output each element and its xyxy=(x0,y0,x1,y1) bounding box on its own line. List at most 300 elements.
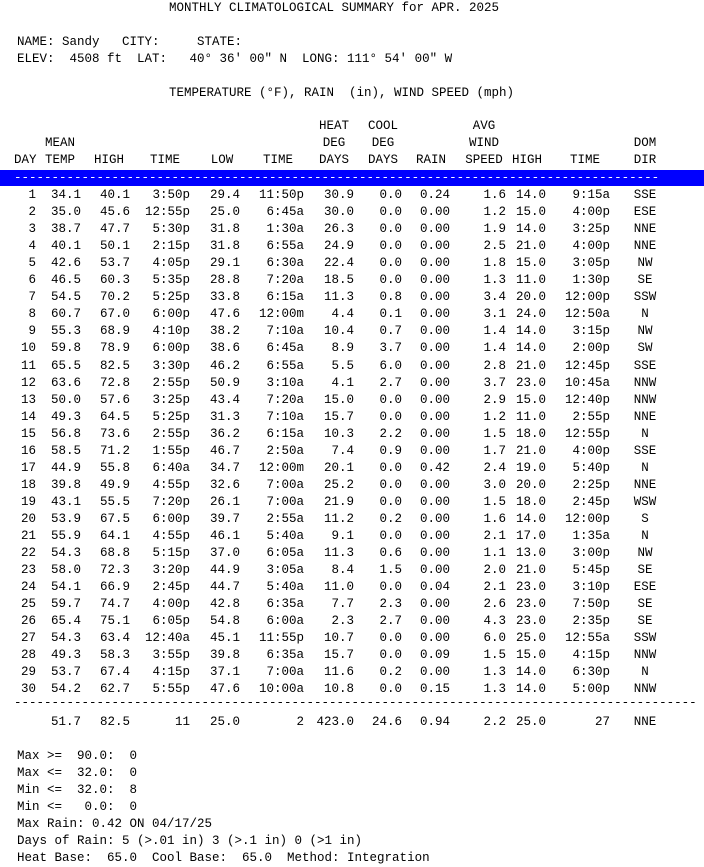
cell-time2: 6:45a xyxy=(266,341,304,355)
cell-dir: NNW xyxy=(633,393,657,407)
cell-cdd: 0.2 xyxy=(379,665,402,679)
cell-dir: NW xyxy=(637,324,653,338)
cell-wspd: 1.5 xyxy=(483,648,506,662)
cell-cdd: 0.0 xyxy=(379,222,402,236)
cell-whigh: 24.0 xyxy=(515,307,546,321)
cell-day: 2 xyxy=(28,205,36,219)
cell-time: 6:40a xyxy=(152,461,190,475)
cell-wspd: 1.1 xyxy=(483,546,506,560)
cell-day: 6 xyxy=(28,273,36,287)
cell-high: 49.9 xyxy=(99,478,130,492)
cell-time2: 6:30a xyxy=(266,256,304,270)
cell-hdd: 9.1 xyxy=(331,529,354,543)
cell-high: 74.7 xyxy=(99,597,130,611)
cell-day: 9 xyxy=(28,324,36,338)
cell-hdd: 4.4 xyxy=(331,307,354,321)
cell-time: 4:00p xyxy=(152,597,190,611)
cell-cdd: 0.0 xyxy=(379,239,402,253)
cell-dir: SE xyxy=(637,614,653,628)
cell-whigh: 14.0 xyxy=(515,222,546,236)
cell-whigh: 14.0 xyxy=(515,188,546,202)
cell-dir: SSE xyxy=(633,188,657,202)
cell-low: 28.8 xyxy=(209,273,240,287)
cell-cdd: 0.9 xyxy=(379,444,402,458)
cell-hdd: 11.2 xyxy=(323,512,354,526)
cell-hdd: 7.7 xyxy=(331,597,354,611)
cell-wtime: 9:15a xyxy=(572,188,610,202)
cell-time: 6:00p xyxy=(152,341,190,355)
cell-hdd: 7.4 xyxy=(331,444,354,458)
cell-day: 18 xyxy=(20,478,36,492)
cell-rain: 0.04 xyxy=(419,580,450,594)
cell-rain: 0.00 xyxy=(419,410,450,424)
cell-hdd: 26.3 xyxy=(323,222,354,236)
cell-day: 7 xyxy=(28,290,36,304)
cell-time: 3:25p xyxy=(152,393,190,407)
cell-dir: ESE xyxy=(633,580,657,594)
cell-high: 45.6 xyxy=(99,205,130,219)
total-wtime: 27 xyxy=(594,715,610,729)
cell-day: 15 xyxy=(20,427,36,441)
cell-wtime: 10:45a xyxy=(564,376,610,390)
cell-day: 25 xyxy=(20,597,36,611)
units-subtitle: TEMPERATURE (°F), RAIN (in), WIND SPEED (mph) xyxy=(169,86,515,100)
footer-line: Max <= 32.0: 0 xyxy=(17,766,138,780)
cell-whigh: 23.0 xyxy=(515,376,546,390)
cell-time2: 12:00m xyxy=(258,461,304,475)
header-day: DAY xyxy=(14,153,37,167)
cell-hdd: 15.7 xyxy=(323,648,354,662)
cell-low: 46.1 xyxy=(209,529,240,543)
cell-wtime: 4:00p xyxy=(572,444,610,458)
cell-wtime: 5:00p xyxy=(572,682,610,696)
cell-low: 47.6 xyxy=(209,307,240,321)
cell-wtime: 2:45p xyxy=(572,495,610,509)
cell-time: 2:55p xyxy=(152,376,190,390)
cell-wtime: 12:00p xyxy=(564,512,610,526)
cell-wtime: 2:35p xyxy=(572,614,610,628)
cell-time2: 2:50a xyxy=(266,444,304,458)
cell-time: 4:55p xyxy=(152,529,190,543)
cell-day: 17 xyxy=(20,461,36,475)
cell-whigh: 15.0 xyxy=(515,648,546,662)
cell-day: 29 xyxy=(20,665,36,679)
cell-time: 3:20p xyxy=(152,563,190,577)
cell-hdd: 15.0 xyxy=(323,393,354,407)
cell-dir: S xyxy=(641,512,649,526)
cell-mean: 63.6 xyxy=(50,376,81,390)
cell-hdd: 4.1 xyxy=(331,376,354,390)
cell-mean: 56.8 xyxy=(50,427,81,441)
cell-mean: 60.7 xyxy=(50,307,81,321)
cell-mean: 54.3 xyxy=(50,546,81,560)
cell-mean: 38.7 xyxy=(50,222,81,236)
cell-cdd: 1.5 xyxy=(379,563,402,577)
cell-whigh: 18.0 xyxy=(515,495,546,509)
cell-time2: 7:00a xyxy=(266,665,304,679)
cell-cdd: 0.0 xyxy=(379,529,402,543)
cell-hdd: 25.2 xyxy=(323,478,354,492)
cell-low: 39.7 xyxy=(209,512,240,526)
cell-mean: 35.0 xyxy=(50,205,81,219)
cell-time: 3:55p xyxy=(152,648,190,662)
cell-whigh: 21.0 xyxy=(515,563,546,577)
cell-dir: N xyxy=(641,529,649,543)
cell-dir: N xyxy=(641,461,649,475)
cell-wspd: 1.4 xyxy=(483,324,506,338)
cell-wspd: 4.3 xyxy=(483,614,506,628)
cell-rain: 0.09 xyxy=(419,648,450,662)
cell-dir: N xyxy=(641,665,649,679)
header-dir: DIR xyxy=(633,153,657,167)
cell-wspd: 2.0 xyxy=(483,563,506,577)
cell-cdd: 2.7 xyxy=(379,614,402,628)
cell-time2: 6:00a xyxy=(266,614,304,628)
cell-hdd: 24.9 xyxy=(323,239,354,253)
cell-cdd: 0.0 xyxy=(379,205,402,219)
cell-rain: 0.00 xyxy=(419,273,450,287)
cell-wspd: 2.9 xyxy=(483,393,506,407)
cell-hdd: 10.3 xyxy=(323,427,354,441)
cell-high: 73.6 xyxy=(99,427,130,441)
cell-day: 1 xyxy=(28,188,36,202)
cell-hdd: 10.7 xyxy=(323,631,354,645)
cell-time2: 7:00a xyxy=(266,495,304,509)
total-time2: 2 xyxy=(296,715,304,729)
cell-hdd: 18.5 xyxy=(323,273,354,287)
cell-rain: 0.00 xyxy=(419,495,450,509)
cell-mean: 53.9 xyxy=(50,512,81,526)
cell-wtime: 12:55p xyxy=(564,427,610,441)
cell-time2: 7:10a xyxy=(266,324,304,338)
cell-whigh: 23.0 xyxy=(515,614,546,628)
cell-low: 39.8 xyxy=(209,648,240,662)
cell-wspd: 2.1 xyxy=(483,580,506,594)
cell-mean: 54.5 xyxy=(50,290,81,304)
cell-dir: NW xyxy=(637,256,653,270)
cell-cdd: 0.7 xyxy=(379,324,402,338)
footer-line: Max Rain: 0.42 ON 04/17/25 xyxy=(17,817,213,831)
cell-cdd: 3.7 xyxy=(379,341,402,355)
cell-time2: 2:55a xyxy=(266,512,304,526)
footer-line: Max >= 90.0: 0 xyxy=(17,749,138,763)
cell-rain: 0.15 xyxy=(419,682,450,696)
cell-time: 5:25p xyxy=(152,290,190,304)
cell-whigh: 15.0 xyxy=(515,393,546,407)
cell-time2: 6:15a xyxy=(266,427,304,441)
cell-wtime: 4:00p xyxy=(572,205,610,219)
cell-dir: SSW xyxy=(633,631,657,645)
cell-wtime: 5:45p xyxy=(572,563,610,577)
cell-wspd: 1.3 xyxy=(483,682,506,696)
cell-whigh: 20.0 xyxy=(515,290,546,304)
cell-hdd: 8.4 xyxy=(331,563,354,577)
cell-day: 16 xyxy=(20,444,36,458)
cell-hdd: 11.3 xyxy=(323,290,354,304)
cell-time2: 6:15a xyxy=(266,290,304,304)
cell-cdd: 0.6 xyxy=(379,546,402,560)
cell-low: 44.7 xyxy=(209,580,240,594)
cell-cdd: 0.0 xyxy=(379,461,402,475)
total-rain: 0.94 xyxy=(419,715,450,729)
cell-wtime: 12:45p xyxy=(564,359,610,373)
cell-mean: 44.9 xyxy=(50,461,81,475)
cell-hdd: 10.8 xyxy=(323,682,354,696)
cell-time2: 6:45a xyxy=(266,205,304,219)
header-time: TIME xyxy=(149,153,180,167)
cell-whigh: 20.0 xyxy=(515,478,546,492)
cell-time: 7:20p xyxy=(152,495,190,509)
cell-time: 5:15p xyxy=(152,546,190,560)
cell-wtime: 12:55a xyxy=(564,631,610,645)
cell-rain: 0.24 xyxy=(419,188,450,202)
cell-time2: 7:00a xyxy=(266,478,304,492)
cell-time: 5:35p xyxy=(152,273,190,287)
header-dir: DOM xyxy=(633,136,657,150)
cell-dir: ESE xyxy=(633,205,657,219)
cell-wspd: 1.2 xyxy=(483,205,506,219)
cell-day: 11 xyxy=(20,359,36,373)
cell-wtime: 3:00p xyxy=(572,546,610,560)
cell-mean: 39.8 xyxy=(50,478,81,492)
cell-high: 67.0 xyxy=(99,307,130,321)
cell-rain: 0.00 xyxy=(419,256,450,270)
cell-wtime: 12:50a xyxy=(564,307,610,321)
cell-mean: 43.1 xyxy=(50,495,81,509)
cell-wspd: 1.5 xyxy=(483,427,506,441)
cell-rain: 0.00 xyxy=(419,341,450,355)
cell-cdd: 0.0 xyxy=(379,580,402,594)
cell-whigh: 18.0 xyxy=(515,427,546,441)
cell-day: 22 xyxy=(20,546,36,560)
cell-mean: 49.3 xyxy=(50,410,81,424)
cell-time: 3:50p xyxy=(152,188,190,202)
cell-rain: 0.00 xyxy=(419,546,450,560)
cell-whigh: 19.0 xyxy=(515,461,546,475)
cell-low: 44.9 xyxy=(209,563,240,577)
cell-day: 10 xyxy=(20,341,36,355)
cell-hdd: 22.4 xyxy=(323,256,354,270)
header-separator: -------------------------------------------------------------------------------------- xyxy=(14,171,660,185)
cell-rain: 0.00 xyxy=(419,393,450,407)
cell-low: 45.1 xyxy=(209,631,240,645)
cell-cdd: 0.0 xyxy=(379,410,402,424)
cell-wspd: 1.3 xyxy=(483,665,506,679)
cell-time: 1:55p xyxy=(152,444,190,458)
cell-hdd: 30.0 xyxy=(323,205,354,219)
cell-whigh: 21.0 xyxy=(515,239,546,253)
cell-whigh: 21.0 xyxy=(515,359,546,373)
header-rain: RAIN xyxy=(415,153,446,167)
total-wspd: 2.2 xyxy=(483,715,506,729)
cell-mean: 50.0 xyxy=(50,393,81,407)
cell-high: 82.5 xyxy=(99,359,130,373)
cell-wspd: 1.7 xyxy=(483,444,506,458)
cell-low: 42.8 xyxy=(209,597,240,611)
cell-day: 5 xyxy=(28,256,36,270)
cell-dir: SSW xyxy=(633,290,657,304)
cell-cdd: 2.3 xyxy=(379,597,402,611)
cell-rain: 0.00 xyxy=(419,631,450,645)
total-whigh: 25.0 xyxy=(515,715,546,729)
cell-high: 71.2 xyxy=(99,444,130,458)
cell-time: 6:00p xyxy=(152,307,190,321)
cell-time: 4:05p xyxy=(152,256,190,270)
cell-dir: NNW xyxy=(633,648,657,662)
cell-wspd: 1.4 xyxy=(483,341,506,355)
cell-low: 31.3 xyxy=(209,410,240,424)
cell-wspd: 2.5 xyxy=(483,239,506,253)
cell-hdd: 15.7 xyxy=(323,410,354,424)
cell-wtime: 6:30p xyxy=(572,665,610,679)
cell-mean: 54.1 xyxy=(50,580,81,594)
cell-cdd: 0.2 xyxy=(379,512,402,526)
cell-rain: 0.00 xyxy=(419,376,450,390)
cell-time: 6:05p xyxy=(152,614,190,628)
cell-rain: 0.00 xyxy=(419,444,450,458)
cell-wspd: 3.0 xyxy=(483,478,506,492)
cell-dir: SW xyxy=(637,341,653,355)
cell-whigh: 15.0 xyxy=(515,256,546,270)
header-wspd: WIND xyxy=(468,136,499,150)
cell-time: 12:40a xyxy=(144,631,190,645)
cell-wtime: 3:15p xyxy=(572,324,610,338)
cell-low: 37.1 xyxy=(209,665,240,679)
cell-time: 5:25p xyxy=(152,410,190,424)
cell-whigh: 11.0 xyxy=(515,273,546,287)
cell-wspd: 1.8 xyxy=(483,256,506,270)
cell-hdd: 5.5 xyxy=(331,359,354,373)
cell-rain: 0.42 xyxy=(419,461,450,475)
cell-hdd: 20.1 xyxy=(323,461,354,475)
cell-time: 6:00p xyxy=(152,512,190,526)
cell-day: 12 xyxy=(20,376,36,390)
cell-cdd: 0.1 xyxy=(379,307,402,321)
cell-wtime: 2:55p xyxy=(572,410,610,424)
cell-time2: 6:35a xyxy=(266,648,304,662)
cell-high: 68.9 xyxy=(99,324,130,338)
cell-whigh: 21.0 xyxy=(515,444,546,458)
cell-low: 33.8 xyxy=(209,290,240,304)
cell-dir: SSE xyxy=(633,359,657,373)
cell-dir: NNE xyxy=(633,222,657,236)
cell-wtime: 1:35a xyxy=(572,529,610,543)
cell-cdd: 0.0 xyxy=(379,273,402,287)
cell-low: 38.2 xyxy=(209,324,240,338)
cell-high: 40.1 xyxy=(99,188,130,202)
total-high: 82.5 xyxy=(99,715,130,729)
footer-line: Days of Rain: 5 (>.01 in) 3 (>.1 in) 0 (>1 in) xyxy=(17,834,363,848)
cell-day: 4 xyxy=(28,239,36,253)
header-wtime: TIME xyxy=(569,153,600,167)
cell-high: 55.8 xyxy=(99,461,130,475)
header-mean: MEAN xyxy=(45,136,76,150)
cell-cdd: 2.2 xyxy=(379,427,402,441)
cell-hdd: 2.3 xyxy=(331,614,354,628)
cell-low: 46.7 xyxy=(209,444,240,458)
cell-high: 60.3 xyxy=(99,273,130,287)
total-mean: 51.7 xyxy=(50,715,81,729)
cell-time2: 7:10a xyxy=(266,410,304,424)
header-time2: TIME xyxy=(262,153,293,167)
header-mean: TEMP xyxy=(45,153,76,167)
cell-day: 3 xyxy=(28,222,36,236)
cell-dir: WSW xyxy=(633,495,657,509)
cell-mean: 53.7 xyxy=(50,665,81,679)
cell-cdd: 0.0 xyxy=(379,188,402,202)
header-cdd: DEG xyxy=(371,136,395,150)
cell-time2: 11:50p xyxy=(258,188,304,202)
cell-whigh: 14.0 xyxy=(515,324,546,338)
cell-wspd: 3.1 xyxy=(483,307,506,321)
cell-mean: 58.0 xyxy=(50,563,81,577)
cell-rain: 0.00 xyxy=(419,597,450,611)
cell-dir: SE xyxy=(637,273,653,287)
cell-rain: 0.00 xyxy=(419,665,450,679)
cell-low: 29.4 xyxy=(209,188,240,202)
cell-whigh: 25.0 xyxy=(515,631,546,645)
cell-low: 31.8 xyxy=(209,222,240,236)
cell-rain: 0.00 xyxy=(419,307,450,321)
cell-wspd: 2.8 xyxy=(483,359,506,373)
cell-low: 54.8 xyxy=(209,614,240,628)
cell-day: 13 xyxy=(20,393,36,407)
cell-rain: 0.00 xyxy=(419,359,450,373)
cell-wtime: 12:00p xyxy=(564,290,610,304)
header-high: HIGH xyxy=(94,153,125,167)
header-whigh: HIGH xyxy=(511,153,542,167)
cell-high: 50.1 xyxy=(99,239,130,253)
cell-wtime: 5:40p xyxy=(572,461,610,475)
cell-whigh: 11.0 xyxy=(515,410,546,424)
cell-time: 5:30p xyxy=(152,222,190,236)
cell-time: 2:45p xyxy=(152,580,190,594)
cell-day: 28 xyxy=(20,648,36,662)
cell-wspd: 1.9 xyxy=(483,222,506,236)
cell-mean: 59.8 xyxy=(50,341,81,355)
cell-day: 30 xyxy=(20,682,36,696)
cell-mean: 65.4 xyxy=(50,614,81,628)
cell-time2: 3:05a xyxy=(266,563,304,577)
footer-line: Heat Base: 65.0 Cool Base: 65.0 Method: Integration xyxy=(17,851,430,865)
cell-low: 46.2 xyxy=(209,359,240,373)
header-wspd: AVG xyxy=(472,119,496,133)
cell-low: 29.1 xyxy=(209,256,240,270)
cell-low: 34.7 xyxy=(209,461,240,475)
cell-mean: 58.5 xyxy=(50,444,81,458)
cell-high: 66.9 xyxy=(99,580,130,594)
cell-time2: 7:20a xyxy=(266,273,304,287)
footer-line: Min <= 32.0: 8 xyxy=(17,783,138,797)
cell-high: 55.5 xyxy=(99,495,130,509)
cell-low: 47.6 xyxy=(209,682,240,696)
cell-dir: NNW xyxy=(633,682,657,696)
cell-wtime: 3:05p xyxy=(572,256,610,270)
cell-rain: 0.00 xyxy=(419,290,450,304)
cell-wspd: 6.0 xyxy=(483,631,506,645)
header-cdd: COOL xyxy=(367,119,398,133)
cell-hdd: 10.4 xyxy=(323,324,354,338)
cell-dir: NNW xyxy=(633,376,657,390)
cell-wspd: 3.7 xyxy=(483,376,506,390)
cell-wtime: 2:25p xyxy=(572,478,610,492)
cell-high: 67.4 xyxy=(99,665,130,679)
cell-wtime: 12:40p xyxy=(564,393,610,407)
cell-day: 23 xyxy=(20,563,36,577)
cell-time2: 10:00a xyxy=(258,682,304,696)
cell-hdd: 11.6 xyxy=(323,665,354,679)
cell-mean: 42.6 xyxy=(50,256,81,270)
